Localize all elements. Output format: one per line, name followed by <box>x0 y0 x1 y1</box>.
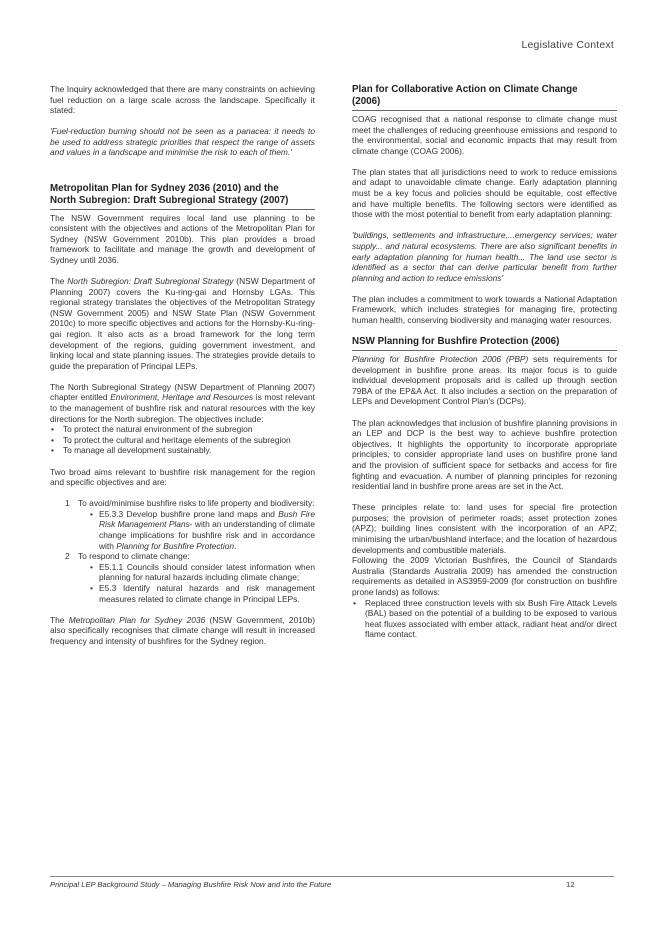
list-item: • E5.3 Identify natural hazards and risk management measures related to climate change in Principal LEPs. <box>90 583 315 604</box>
aim-text: To avoid/minimise bushfire risks to life property and biodiversity: <box>78 498 315 509</box>
aim-number: 2 <box>65 551 70 562</box>
right-column <box>352 84 617 650</box>
text: The <box>50 276 68 287</box>
text: sets requirements for development in bushfire prone areas. Its major focus is to guide individual development proposals and is called up through section 79BA of the EP&A Act. It also includes a section on the preparation of LEPs and Development Control Plan's (DCPs). <box>352 354 617 407</box>
climate-plan-heading-line2: (2006) <box>352 96 381 107</box>
aims-paragraph: Two broad aims relevant to bushfire risk management for the region and specific objectives and are: <box>50 466 315 488</box>
sectors-quote: 'buildings, settlements and infrastructure,...emergency services; water supply... and natural ecosystems. There are also significant benefits in early adaptation planning for human health... The land use sector is identified as a sector that can derive particular benefit from further planning and action to reduce emissions' <box>352 230 617 283</box>
metro-plan-heading <box>50 183 315 210</box>
plan-title: Bush Fire Risk Management Plans <box>99 508 316 530</box>
coag-paragraph: COAG recognised that a national response to climate change must meet the challenges of reducing greenhouse emissions and respond to the environmental, social and economic impacts that may result from climate change (COAG 2006). <box>352 114 617 156</box>
list-item: • To protect the cultural and heritage elements of the subregion <box>50 435 315 446</box>
list-item <box>90 509 315 551</box>
list-item: • To manage all development sustainably. <box>50 445 315 456</box>
adaptation-paragraph: The plan states that all jurisdictions need to work to reduce emissions and adapt to unavoidable climate change. Early adaptation planning must be a key focus and policies should be equitable, cost effective and have multiple benefits. The following sectors were identified as those with the most potential to benefit from early adaptation planning: <box>352 166 617 220</box>
metro-plan-heading-line1: Metropolitan Plan for Sydney 2036 (2010) and the <box>50 182 279 194</box>
aims-list <box>50 498 315 604</box>
text: is most relevant to the management of bushfire risk and natural resources with the key directions for the North subregion. The objectives include: <box>50 392 315 424</box>
environment-chapter-paragraph <box>50 382 315 424</box>
text: The <box>50 614 69 625</box>
lep-dcp-paragraph: The plan acknowledges that inclusion of bushfire planning provisions in an LEP and DCP is the best way to achieve bushfire protection objectives. It highlights the opportunity to incorporate appropriate principles, to consider appropriate land uses on bushfire prone land and the provision of sufficient space for setbacks and access for fire fighting and evacuation. A number of planning principles for rezoning residential land in bushfire prone areas are set in the Act. <box>352 417 617 492</box>
aim-sub-list <box>78 509 315 551</box>
objectives-list <box>50 424 315 456</box>
left-column <box>50 84 315 657</box>
text: - with an understanding of climate change implications for bushfire risk and in accordance with <box>99 519 316 551</box>
intro-paragraph: The Inquiry acknowledged that there are many constraints on achieving fuel reduction on a large scale across the landscape. Specifically it stated: <box>50 84 315 116</box>
climate-plan-heading-line1: Plan for Collaborative Action on Climate Change <box>352 84 578 95</box>
text: The North Subregional Strategy (NSW Department of Planning 2007) chapter entitled <box>50 381 315 403</box>
standards-paragraph: Following the 2009 Victorian Bushfires, the Council of Standards Australia (Standards Australia 2009) has amended the construction requirements as detailed in AS3959-2009 (for construction on bushfire prone lands) as follows: <box>352 555 617 597</box>
pbp-heading: NSW Planning for Bushfire Protection (2006) <box>352 336 617 351</box>
inquiry-quote: 'Fuel-reduction burning should not be seen as a panacea: it needs to be used to address strategic priorities that respect the range of assets and values in a landscape and minimise the risk to each of them.' <box>50 126 315 158</box>
page-number: 12 <box>566 880 575 889</box>
metro-plan-heading-line2: North Subregion: Draft Subregional Strategy (2007) <box>50 194 289 206</box>
text: . <box>234 540 237 551</box>
footer-title: Principal LEP Background Study – Managing Bushfire Risk Now and into the Future <box>50 880 332 889</box>
running-header: Legislative Context <box>521 39 614 51</box>
text: E5.3.3 Develop bushfire prone land maps and <box>99 508 279 519</box>
framework-paragraph: The plan includes a commitment to work towards a National Adaptation Framework, which includes strategies for managing fire, protecting human health, conserving biodiversity and managing water resources. <box>352 293 617 325</box>
text: (NSW Government, 2010b) also specifically recognises that climate change will result in increased frequency and intensity of bushfires for the Sydney region. <box>50 614 316 646</box>
strategy-title: North Subregion: Draft Subregional Strategy <box>67 276 234 287</box>
aim-item <box>67 498 315 551</box>
aim-number: 1 <box>65 498 70 509</box>
text: (NSW Department of Planning 2007) covers the Ku-ring-gai and Hornsby LGAs. This regional strategy translates the objectives of the Metropolitan Strategy (NSW Government 2005) and NSW State Plan (NSW Government 2010c) to more specific objectives and actions for the Hornsby-Ku-ring-gai region. It also acts as a broad framework for the long term development of the regions, guiding government investment, and linking local and state planning issues. The strategies provide details to guide the preparation of Principal LEPs. <box>50 276 315 371</box>
metro-climate-paragraph <box>50 615 315 647</box>
climate-plan-heading <box>352 84 617 111</box>
aim-item <box>67 551 315 604</box>
list-item: • To protect the natural environment of the subregion <box>50 424 315 435</box>
metro-plan-paragraph: The NSW Government requires local land use planning to be consistent with the objectives and actions of the Metropolitan Plan for Sydney (NSW Government 2010b). This plan provides a broad framework to facilitate and manage the growth and development of Sydney until 2036. <box>50 212 315 265</box>
pbp-paragraph <box>352 354 617 407</box>
list-item: • E5.1.1 Councils should consider latest information when planning for natural hazards including climate change; <box>90 562 315 583</box>
aim-sub-list <box>78 562 315 604</box>
bal-list <box>352 598 617 640</box>
pbp-title: Planning for Bushfire Protection 2006 (PBP) <box>352 354 529 365</box>
footer-divider <box>50 876 614 877</box>
plan-title: Planning for Bushfire Protection <box>116 540 235 551</box>
subregional-strategy-paragraph <box>50 276 315 371</box>
list-item: • Replaced three construction levels with six Bush Fire Attack Levels (BAL) based on the potential of a building to be exposed to various heat fluxes associated with ember attack, radiant heat and/or direct flame contact. <box>352 598 617 640</box>
chapter-title: Environment, Heritage and Resources <box>110 392 254 403</box>
principles-paragraph: These principles relate to: land uses for special fire protection purposes; the provision of perimeter roads; asset protection zones (APZ); building lines consistent with the incorporation of an APZ; minimising the urban/bushland interface; and the location of hazardous developments and combustible materials. <box>352 502 617 555</box>
plan-title: Metropolitan Plan for Sydney 2036 <box>68 614 206 625</box>
aim-text: To respond to climate change: <box>78 551 190 562</box>
